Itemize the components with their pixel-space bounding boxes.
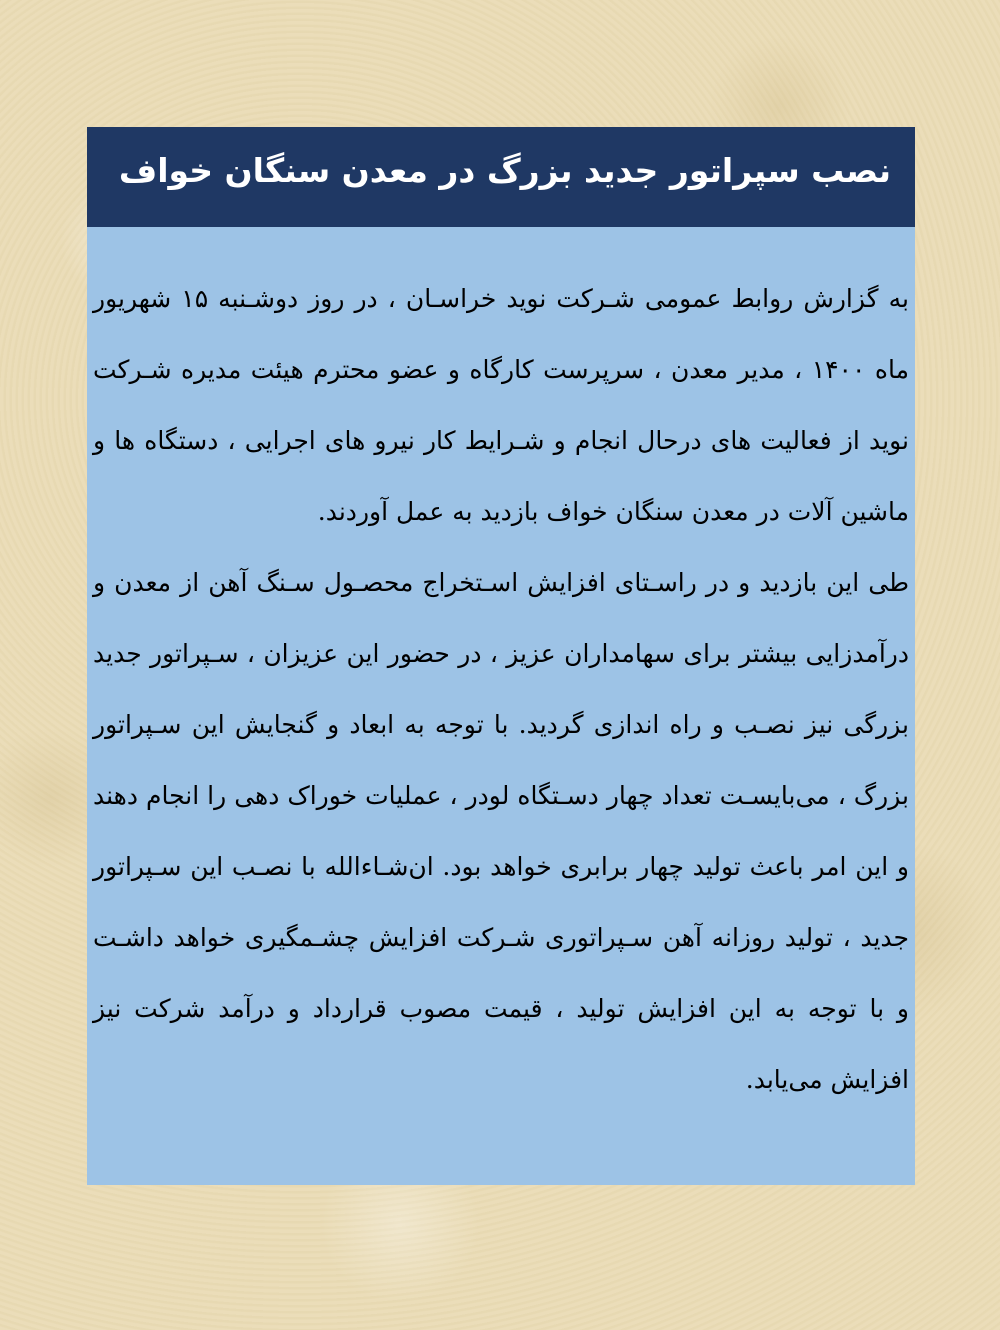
news-panel [87,127,915,1185]
news-paragraph-1: به گزارش روابط عمومی شـرکت نوید خراسـان ، در روز دوشـنبه ۱۵ شهریور ماه ۱۴۰۰ ، مدیر معدن ، سرپرست کارگاه و عضو محترم هیئت مدیره شـرکت نوید از فعالیت های درحال انجام و شـرایط کار نیرو های اجرایی ، دستگاه ها و ماشین آلات در معدن سنگان خواف بازدید به عمل آوردند. [93,284,909,526]
news-body [87,227,915,1185]
news-paragraph-2: طی این بازدید و در راسـتای افزایش اسـتخراج محصـول سـنگ آهن از معدن و درآمدزایی بیشتر برای سهامداران عزیز ، در حضور این عزیزان ، سـپراتور جدید بزرگی نیز نصـب و راه اندازی گردید. با توجه به ابعاد و گنجایش این سـپراتور بزرگ ، می‌بایسـت تعداد چهار دسـتگاه لودر ، عملیات خوراک دهی را انجام دهند و این امر باعث تولید چهار برابری خواهد بود. ان‌شـاءالله با نصـب این سـپراتور جدید ، تولید روزانه آهن سـپراتوری شـرکت افزایش چشـمگیری خواهد داشـت و با توجه به این افزایش تولید ، قیمت مصوب قرارداد و درآمد شرکت نیز افزایش می‌یابد. [93,568,909,1094]
news-title: نصب سپراتور جدید بزرگ در معدن سنگان خواف [87,127,915,227]
